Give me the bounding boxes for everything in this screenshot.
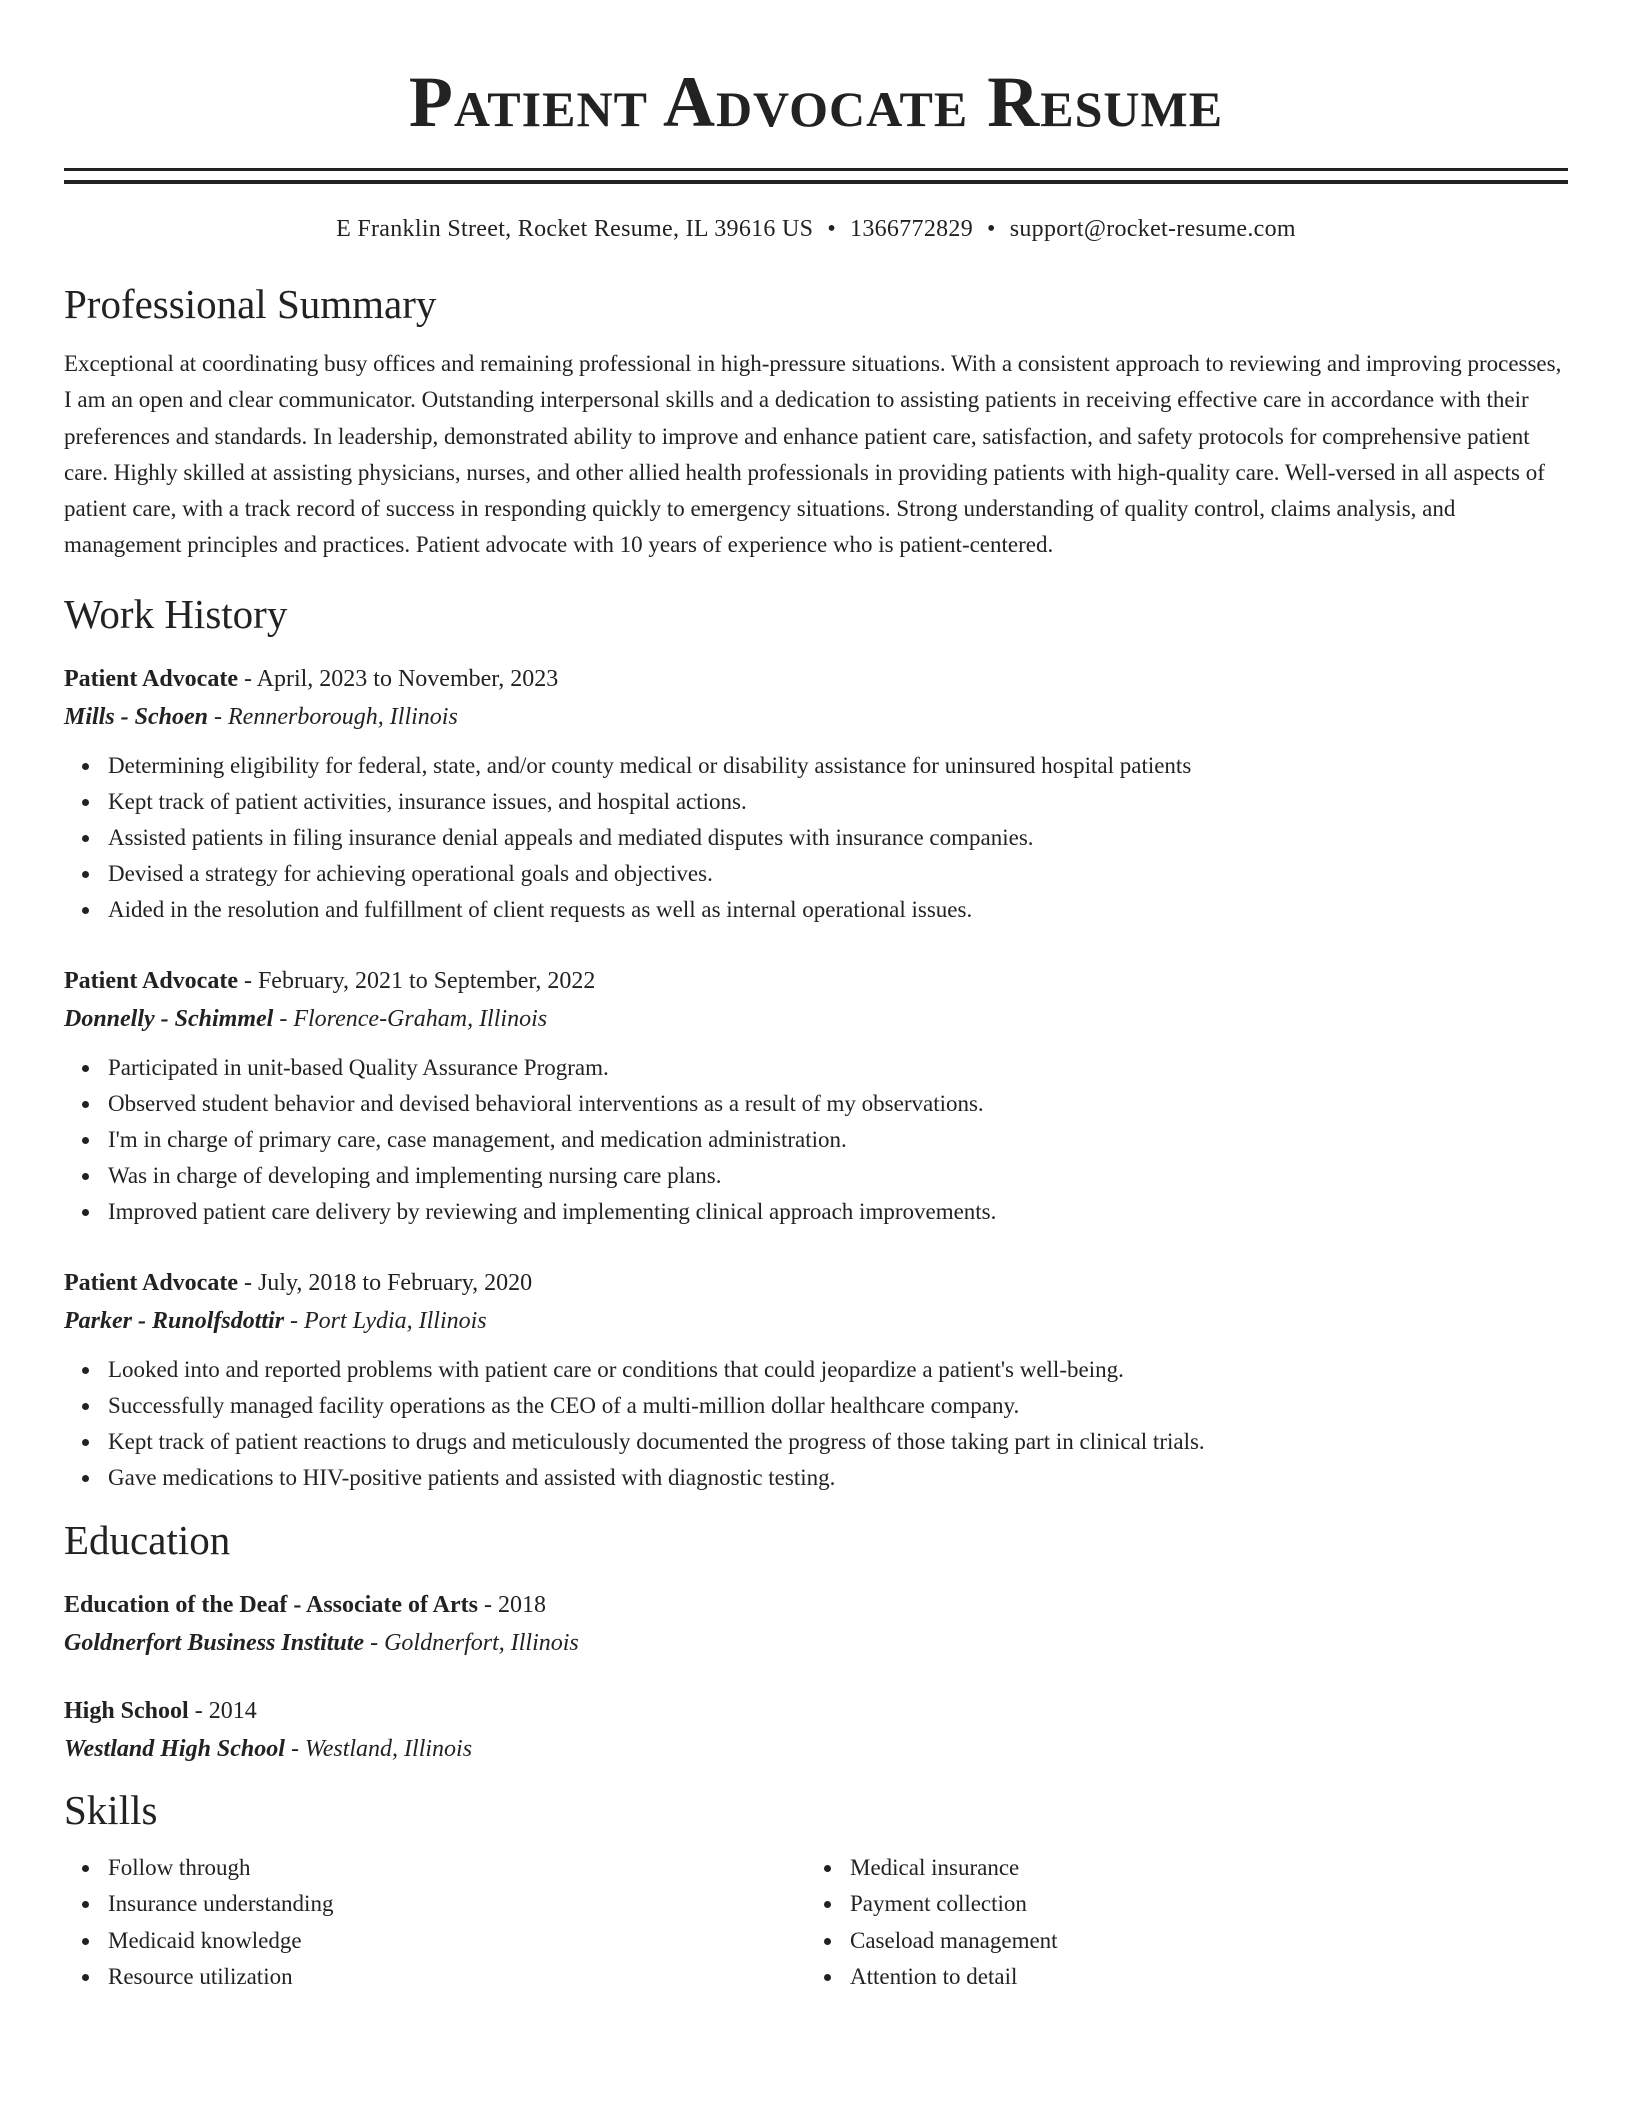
skill-item: Payment collection — [850, 1886, 1548, 1923]
job-bullet: I'm in charge of primary care, case management, and medication administration. — [108, 1122, 1568, 1158]
education-year: - 2018 — [477, 1591, 546, 1618]
work-history-heading: Work History — [64, 590, 288, 637]
job-bullet: Participated in unit-based Quality Assurance Program. — [108, 1050, 1568, 1086]
skill-item: Resource utilization — [108, 1959, 806, 1996]
skill-item: Medical insurance — [850, 1850, 1548, 1887]
job-title: Patient Advocate — [64, 1269, 238, 1296]
job-company-line — [64, 698, 1568, 736]
education-school-line — [64, 1624, 1568, 1662]
skill-item: Insurance understanding — [108, 1886, 806, 1923]
job-title-line — [64, 1264, 1568, 1302]
skills-column-right — [806, 1850, 1548, 1996]
job-dates: - July, 2018 to February, 2020 — [237, 1269, 533, 1296]
job-location: - Florence-Graham, Illinois — [273, 1005, 548, 1032]
job-dates: - February, 2021 to September, 2022 — [237, 967, 596, 994]
education-year: - 2014 — [188, 1697, 257, 1724]
skill-item: Medicaid knowledge — [108, 1923, 806, 1960]
job-dates: - April, 2023 to November, 2023 — [237, 665, 559, 692]
resume-title: Patient Advocate Resume — [408, 62, 1224, 142]
contact-line — [64, 212, 1568, 246]
job-title-line — [64, 962, 1568, 1000]
skills-column-left — [64, 1850, 806, 1996]
education-school: Goldnerfort Business Institute — [64, 1629, 365, 1656]
job-company: Mills - Schoen — [64, 703, 209, 730]
skill-item: Attention to detail — [850, 1959, 1548, 1996]
title-double-rule — [64, 168, 1568, 184]
job-bullet: Successfully managed facility operations as the CEO of a multi-million dollar healthcare company. — [108, 1388, 1568, 1424]
job-entry — [64, 962, 1568, 1230]
job-company-line — [64, 1000, 1568, 1038]
education-degree: High School — [64, 1697, 189, 1724]
job-location: - Rennerborough, Illinois — [208, 703, 458, 730]
education-location: - Goldnerfort, Illinois — [364, 1629, 579, 1656]
education-school-line — [64, 1730, 1568, 1768]
contact-phone: 1366772829 — [850, 216, 974, 242]
job-bullet: Looked into and reported problems with patient care or conditions that could jeopardize a patient's well-being. — [108, 1352, 1568, 1388]
job-bullet: Determining eligibility for federal, state, and/or county medical or disability assistance for uninsured hospital patients — [108, 748, 1568, 784]
skills-list — [64, 1850, 1568, 1996]
job-title: Patient Advocate — [64, 967, 238, 994]
job-entry — [64, 660, 1568, 928]
job-bullet: Gave medications to HIV-positive patients and assisted with diagnostic testing. — [108, 1460, 1568, 1496]
education-school: Westland High School — [64, 1735, 285, 1762]
job-title: Patient Advocate — [64, 665, 238, 692]
job-company: Donnelly - Schimmel — [64, 1005, 274, 1032]
summary-text: Exceptional at coordinating busy offices and remaining professional in high-pressure situations. With a consistent approach to reviewing and improving processes, I am an open and clear communicator. Outstanding interpersonal skills and a dedication to assisting patients in receiving effective care in accordance with their preferences and standards. In leadership, demonstrated ability to improve and enhance patient care, satisfaction, and safety protocols for comprehensive patient care. Highly skilled at assisting physicians, nurses, and other allied health professionals in providing patients with high-quality care. Well-versed in all aspects of patient care, with a track record of success in responding quickly to emergency situations. Strong understanding of quality control, claims analysis, and management principles and practices. Patient advocate with 10 years of experience who is patient-centered. — [64, 351, 1562, 558]
job-company: Parker - Runolfsdottir — [64, 1307, 285, 1334]
job-bullets — [64, 748, 1568, 928]
job-bullet: Observed student behavior and devised behavioral interventions as a result of my observations. — [108, 1086, 1568, 1122]
job-bullet: Assisted patients in filing insurance denial appeals and mediated disputes with insurance companies. — [108, 820, 1568, 856]
contact-separator: • — [827, 216, 837, 242]
contact-address: E Franklin Street, Rocket Resume, IL 39616 US — [336, 216, 814, 242]
job-company-line — [64, 1302, 1568, 1340]
job-bullet: Was in charge of developing and implementing nursing care plans. — [108, 1158, 1568, 1194]
skill-item: Caseload management — [850, 1923, 1548, 1960]
education-degree-line — [64, 1692, 1568, 1730]
job-title-line — [64, 660, 1568, 698]
education-degree-line — [64, 1586, 1568, 1624]
job-bullets — [64, 1352, 1568, 1496]
education-location: - Westland, Illinois — [284, 1735, 473, 1762]
job-bullet: Devised a strategy for achieving operational goals and objectives. — [108, 856, 1568, 892]
job-bullet: Aided in the resolution and fulfillment of client requests as well as internal operational issues. — [108, 892, 1568, 928]
education-entry — [64, 1692, 1568, 1768]
summary-heading: Professional Summary — [64, 281, 437, 327]
skills-heading: Skills — [64, 1786, 158, 1833]
skill-item: Follow through — [108, 1850, 806, 1887]
job-bullet: Kept track of patient reactions to drugs and meticulously documented the progress of those taking part in clinical trials. — [108, 1424, 1568, 1460]
job-location: - Port Lydia, Illinois — [284, 1307, 487, 1334]
job-bullet: Kept track of patient activities, insurance issues, and hospital actions. — [108, 784, 1568, 820]
education-heading: Education — [64, 1516, 231, 1563]
contact-separator: • — [987, 216, 996, 242]
job-bullet: Improved patient care delivery by reviewing and implementing clinical approach improvements. — [108, 1194, 1568, 1230]
education-degree: Education of the Deaf - Associate of Arts — [64, 1591, 478, 1618]
contact-email: support@rocket-resume.com — [1009, 216, 1296, 242]
education-entry — [64, 1586, 1568, 1662]
job-bullets — [64, 1050, 1568, 1230]
job-entry — [64, 1264, 1568, 1496]
